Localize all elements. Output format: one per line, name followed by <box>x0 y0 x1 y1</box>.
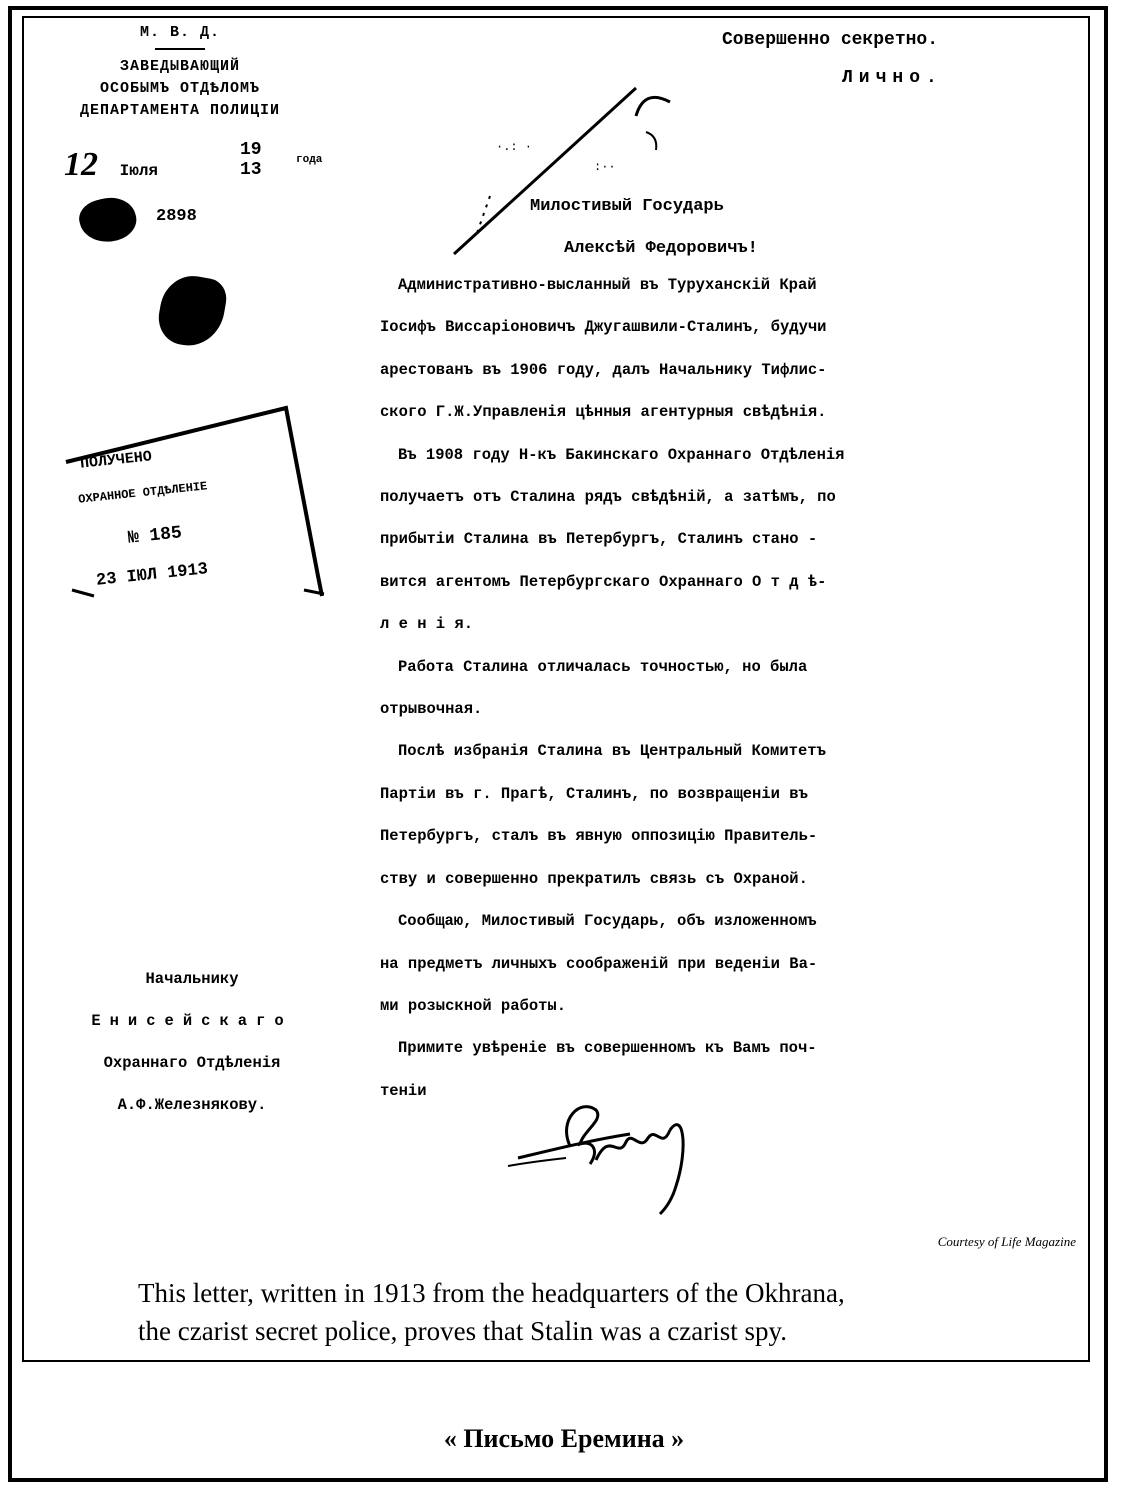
addressee-line: Охраннаго Отдѣленія <box>103 1054 281 1072</box>
caption-line: the czarist secret police, proves that Stalin was a czarist spy. <box>138 1316 788 1346</box>
stamp-line: ОХРАННОЕ ОТДѢЛЕНІЕ <box>77 479 209 507</box>
salutation <box>530 186 758 270</box>
body-line: Въ 1908 году Н-къ Бакинскаго Охраннаго Отдѣленія <box>398 445 845 464</box>
letterhead-line: ДЕПАРТАМЕНТА ПОЛИЦІИ <box>79 102 281 119</box>
body-line: арестованъ въ 1906 году, далъ Начальнику Тифлис- <box>380 360 827 379</box>
ministry-label: М. В. Д. <box>139 24 220 41</box>
body-line: ми розыскной работы. <box>380 996 567 1015</box>
received-stamp <box>58 400 328 610</box>
body-line: Послѣ избранія Сталина въ Центральный Комитетъ <box>398 742 826 761</box>
year-suffix: года <box>296 154 323 166</box>
month: Іюля <box>119 162 159 180</box>
body-line: на предметъ личныхъ соображеній при веденіи Ва- <box>380 954 818 973</box>
letter-date <box>64 140 323 184</box>
document-number: 2898 <box>156 207 197 226</box>
addressee-line: Начальнику <box>145 970 239 988</box>
day-mark: 12 <box>64 146 98 183</box>
svg-text:·.: ·: ·.: · <box>496 140 533 154</box>
body-line: прибытіи Сталина въ Петербургъ, Сталинъ стано - <box>380 530 818 549</box>
body-line: ского Г.Ж.Управленія цѣнныя агентурныя свѣдѣнія. <box>380 403 827 422</box>
body-line: вится агентомъ Петербургскаго Охраннаго О т д ѣ- <box>380 572 827 591</box>
caption-line: This letter, written in 1913 from the headquarters of the Okhrana, <box>138 1278 845 1308</box>
body-line: отрывочная. <box>380 700 483 719</box>
body-line: Примите увѣреніе въ совершенномъ къ Вамъ поч- <box>398 1039 817 1058</box>
stamp-number: № 185 <box>127 523 183 549</box>
svg-text::··: :·· <box>594 160 616 174</box>
body-line: теніи <box>380 1081 427 1100</box>
body-line: Іосифъ Виссаріоновичъ Джугашвили-Сталинъ, будучи <box>380 318 827 337</box>
body-line: Партіи въ г. Прагѣ, Сталинъ, по возвращеніи въ <box>380 784 808 803</box>
addressee <box>32 958 352 1126</box>
year: 13 <box>240 160 262 180</box>
photo-credit: Courtesy of Life Magazine <box>937 1234 1076 1249</box>
salutation-line: Алексѣй Федоровичъ! <box>564 239 758 258</box>
letterhead-rule <box>155 48 205 50</box>
classification <box>722 30 943 88</box>
addressee-line: Енисейскаго <box>91 1012 293 1030</box>
footer-title: « Письмо Еремина » <box>443 1424 685 1453</box>
body-line: Работа Сталина отличалась точностью, но была <box>398 657 808 676</box>
top-secret-label: Совершенно секретно. <box>722 30 939 50</box>
stamp-date: 23 ІЮЛ 1913 <box>95 560 209 591</box>
personal-label: Лично. <box>842 68 943 88</box>
body-line: л е н і я. <box>380 615 474 634</box>
year-prefix: 19 <box>240 140 262 160</box>
letter-body <box>380 264 1070 1112</box>
letterhead-line: ОСОБЫМЪ ОТДѢЛОМЪ <box>99 80 261 97</box>
stamp-line: ПОЛУЧЕНО <box>79 448 153 473</box>
body-line: Административно-высланный въ Туруханскій Край <box>398 276 817 294</box>
signature <box>500 1090 710 1220</box>
caption <box>138 1274 1038 1350</box>
body-line: ству и совершенно прекратилъ связь съ Охраной. <box>380 869 808 888</box>
letterhead-line: ЗАВЕДЫВАЮЩИЙ <box>119 58 241 75</box>
body-line: Сообщаю, Милостивый Государь, объ изложенномъ <box>398 912 817 931</box>
salutation-line: Милостивый Государь <box>530 197 724 216</box>
addressee-line: А.Ф.Железнякову. <box>117 1096 267 1114</box>
body-line: Петербургъ, сталъ въ явную оппозицію Правитель- <box>380 827 818 846</box>
letterhead <box>30 22 330 122</box>
body-line: получаетъ отъ Сталина рядъ свѣдѣній, а затѣмъ, по <box>380 488 836 507</box>
